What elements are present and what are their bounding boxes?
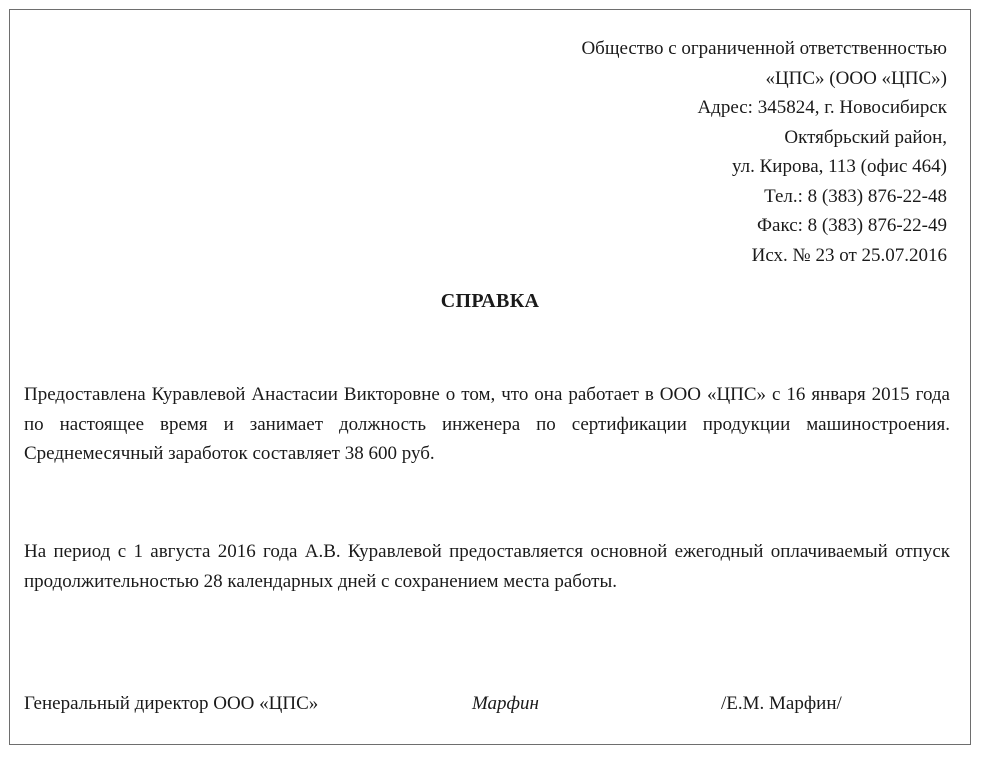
signatory-name: /Е.М. Марфин/ xyxy=(721,693,842,714)
signatory-position: Генеральный директор ООО «ЦПС» xyxy=(24,693,319,714)
letterhead-line-outgoing-number: Исх. № 23 от 25.07.2016 xyxy=(751,244,947,266)
letterhead xyxy=(581,34,947,270)
letterhead-line-address: Адрес: 345824, г. Новосибирск xyxy=(697,97,947,118)
letterhead-line-fax: Факс: 8 (383) 876-22-49 xyxy=(757,215,947,236)
letterhead-line-phone: Тел.: 8 (383) 876-22-48 xyxy=(764,185,947,207)
letterhead-line-district: Октябрьский район, xyxy=(784,126,947,148)
document-frame xyxy=(9,9,971,745)
document-title: СПРАВКА xyxy=(440,290,540,312)
letterhead-line-company: Общество с ограниченной ответственностью xyxy=(581,38,947,59)
body-paragraph-employment: Предоставлена Куравлевой Анастасии Викторовне о том, что она работает в ООО «ЦПС» с 16 января 2015 года по настоящее время и занимает должность инженера по сертификации продукции машиностроения. Среднемесячный заработок составляет 38 600 руб. xyxy=(24,384,950,464)
handwritten-signature: Марфин xyxy=(472,693,539,714)
body-paragraph-vacation: На период с 1 августа 2016 года А.В. Куравлевой предоставляется основной ежегодный оплачиваемый отпуск продолжительностью 28 календарных дней с сохранением места работы. xyxy=(24,541,950,592)
letterhead-line-street: ул. Кирова, 113 (офис 464) xyxy=(731,156,947,177)
letterhead-line-company-short: «ЦПС» (ООО «ЦПС») xyxy=(765,67,947,89)
